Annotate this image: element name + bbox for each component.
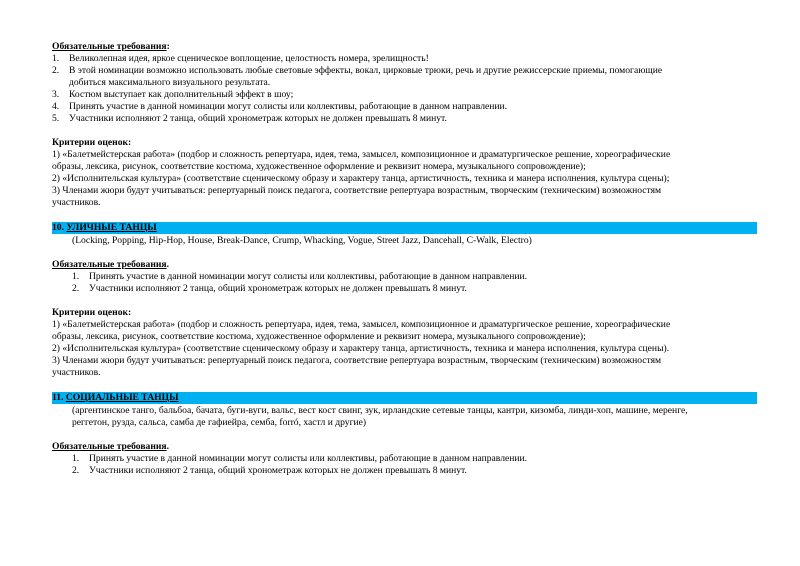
criteria-heading: Критерии оценок: [52,137,132,148]
dance-styles-list: (Locking, Popping, Hip-Hop, House, Break-Dance, Crump, Whacking, Vogue, Street Jazz, Dancehall, C-Walk, Electro) [72,235,532,246]
requirements-block-1 [52,41,752,125]
list-item: 3. Костюм выступает как дополнительный эффект в шоу; [52,89,294,100]
criteria-line: образы, лексика, рисунок, соответствие костюма, художественное оформление и реквизит номера, музыкального сопровождение); [52,161,586,172]
list-item: 1. Великолепная идея, яркое сценическое воплощение, целостность номера, зрелищность! [52,53,429,64]
criteria-line: 2) «Исполнительская культура» (соответствие сценическому образу и характеру танца, артистичность, техника и манера исполнения, культура сцены); [52,173,670,184]
list-item-continuation: добиться максимального визуального результата. [69,77,271,88]
requirements-heading: Обязательные требования: [52,41,170,52]
dance-styles-list: (аргентинское танго, бальбоа, бачата, буги-вуги, вальс, вест кост свинг, зук, ирландские сетевые танцы, кантри, кизомба, линди-хоп, машине, меренге, [72,405,688,416]
section-10-body [52,235,752,247]
criteria-line: 3) Членами жюри будут учитываться: репертуарный поиск педагога, соответствие репертуара возрастным, творческим (техническим) возможностям [52,185,662,196]
criteria-line: образы, лексика, рисунок, соответствие костюма, художественное оформление и реквизит номера, музыкального сопровождение); [52,331,586,342]
list-item: 5. Участники исполняют 2 танца, общий хронометраж которых не должен превышать 8 минут. [52,113,447,124]
requirements-heading: Обязательные требования. [52,259,169,270]
requirements-heading: Обязательные требования. [52,441,169,452]
section-11-body [52,405,752,429]
list-item: 2. В этой номинации возможно использовать любые световые эффекты, вокал, цирковые трюки, речь и другие режиссерские приемы, помогающие [52,65,663,76]
criteria-line: участников. [52,197,101,208]
list-item: 1. Принять участие в данной номинации могут солисты или коллективы, работающие в данном направлении. [72,271,528,282]
criteria-block-1 [52,137,752,209]
section-10-header: 10. УЛИЧНЫЕ ТАНЦЫ [52,222,757,234]
criteria-heading: Критерии оценок: [52,307,132,318]
dance-styles-list: реггетон, рузда, сальса, самба де гафиейра, семба, forró, хастл и другие) [72,417,367,428]
criteria-line: 3) Членами жюри будут учитываться: репертуарный поиск педагога, соответствие репертуара возрастным, творческим (техническим) возможностям [52,355,662,366]
criteria-line: 1) «Балетмейстерская работа» (подбор и сложность репертуара, идея, тема, замысел, композиционное и драматургическое решение, хореографические [52,149,671,160]
criteria-line: 2) «Исполнительская культура» (соответствие сценическому образу и характеру танца, артистичность, техника и манера исполнения, культура сцены). [52,343,670,354]
criteria-line: участников. [52,367,101,378]
section-10-criteria [52,307,752,379]
section-11-requirements [52,441,752,477]
list-item: 2. Участники исполняют 2 танца, общий хронометраж которых не должен превышать 8 минут. [72,283,467,294]
criteria-line: 1) «Балетмейстерская работа» (подбор и сложность репертуара, идея, тема, замысел, композиционное и драматургическое решение, хореографические [52,319,671,330]
section-11-header: 11. СОЦИАЛЬНЫЕ ТАНЦЫ [52,392,757,404]
section-10-requirements [52,259,752,295]
list-item: 2. Участники исполняют 2 танца, общий хронометраж которых не должен превышать 8 минут. [72,465,467,476]
list-item: 4. Принять участие в данной номинации могут солисты или коллективы, работающие в данном направлении. [52,101,508,112]
list-item: 1. Принять участие в данной номинации могут солисты или коллективы, работающие в данном направлении. [72,453,528,464]
